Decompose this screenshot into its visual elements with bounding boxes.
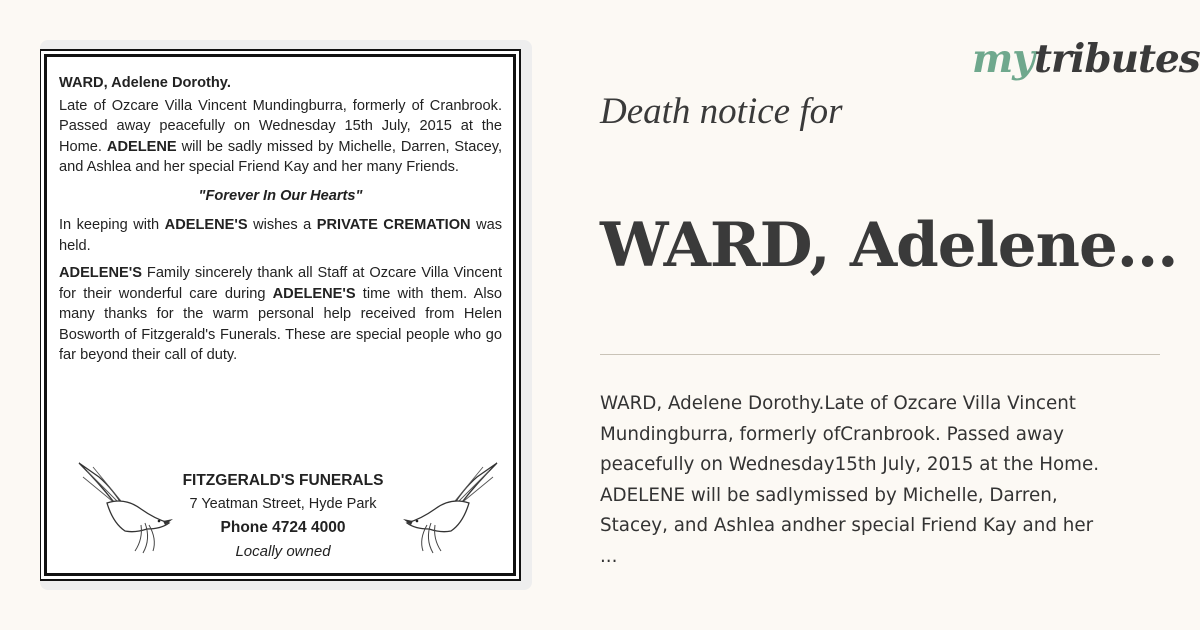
divider bbox=[600, 354, 1160, 355]
mytributes-logo[interactable]: mytributes bbox=[972, 36, 1200, 82]
notice-quote: "Forever In Our Hearts" bbox=[198, 187, 363, 204]
notice-body bbox=[59, 73, 502, 373]
notice-excerpt bbox=[600, 389, 1160, 572]
page-title: WARD, Adelene... bbox=[600, 210, 1178, 281]
excerpt-line: ADELENE will be sadlymissed by Michelle, Darren, bbox=[600, 484, 1058, 506]
funeral-address: 7 Yeatman Street, Hyde Park bbox=[189, 496, 377, 512]
death-notice-image bbox=[40, 40, 532, 590]
funeral-tagline: Locally owned bbox=[235, 543, 331, 560]
notice-paragraph-1: Late of Ozcare Villa Vincent Mundingburra, formerly of Cranbrook. Passed away peacefully on Wednesday 15th July, 2015 at the Home. ADELENE will be sadly missed by Michelle, Darren, Stacey, and Ashlea and her special Friend Kay and her many Friends. bbox=[59, 97, 502, 175]
funeral-director-block bbox=[47, 459, 519, 569]
excerpt-line: Mundingburra, formerly ofCranbrook. Passed away bbox=[600, 423, 1064, 445]
excerpt-line: Stacey, and Ashlea andher special Friend Kay and her bbox=[600, 515, 1094, 536]
notice-name: WARD, Adelene Dorothy. bbox=[59, 75, 231, 91]
page-subtitle: Death notice for bbox=[600, 91, 843, 132]
excerpt-line: WARD, Adelene Dorothy.Late of Ozcare Villa Vincent bbox=[600, 393, 1076, 414]
funeral-name: FITZGERALD'S FUNERALS bbox=[182, 472, 384, 489]
funeral-phone: Phone 4724 4000 bbox=[220, 519, 346, 536]
notice-frame bbox=[44, 54, 516, 576]
notice-paragraph-2: In keeping with ADELENE'S wishes a PRIVATE CREMATION was held. bbox=[59, 217, 503, 254]
excerpt-ellipsis: ... bbox=[600, 545, 618, 567]
dove-icon bbox=[399, 459, 499, 559]
excerpt-line: peacefully on Wednesday15th July, 2015 at the Home. bbox=[600, 454, 1100, 475]
notice-paragraph-3: ADELENE'S Family sincerely thank all Staff at Ozcare Villa Vincent for their wonderful care during ADELENE'S time with them. Also many thanks for the warm personal help received from Helen Bosworth of Fitzgerald's Funerals. These are special people who go far beyond their call of duty. bbox=[59, 265, 502, 363]
